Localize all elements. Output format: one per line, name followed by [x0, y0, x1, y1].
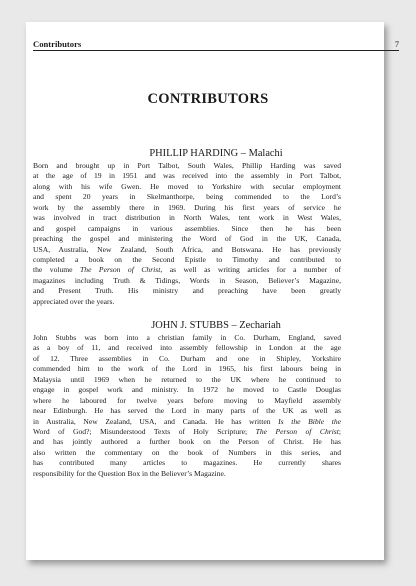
bio-line: USA, Australia, New Zealand, South Africa, and Botswana. He has previously [33, 244, 341, 254]
bio-line: at the age of 19 in 1951 and was received into the assembly in Port Talbot, [33, 171, 341, 181]
bio-line: Word of God?; Misunderstood Texts of Holy Scripture; The Person of Christ; [33, 426, 341, 436]
bio-line: the volume The Person of Christ, as well as writing articles for a number of [33, 265, 341, 275]
contributor-name: PHILLIP HARDING [149, 148, 239, 159]
bio-line: near Edinburgh. He has served the Lord in many parts of the UK as well as [33, 406, 341, 416]
bio-line: and spent 20 years in Skelmanthorpe, being commended to the Lord’s [33, 192, 341, 202]
contributor-subject: Zechariah [239, 320, 281, 331]
running-head [33, 36, 399, 51]
bio-line: and Present Truth. His ministry and preaching have been greatly [33, 286, 341, 296]
bio-line: work by the assembly there in 1969. During his first years of service he [33, 202, 341, 212]
bio-line: and has jointly authored a further book on the Person of Christ. He has [33, 437, 341, 447]
contributor-bio [33, 333, 341, 479]
bio-line: where he laboured for twelve years before moving to Mayfield assembly [33, 395, 341, 405]
bio-line: has contributed many articles to magazines. He currently shares [33, 458, 341, 468]
bio-line: of 12. Three assemblies in Co. Durham and one in Shipley, Yorkshire [33, 353, 341, 363]
running-head-title: Contributors [33, 39, 82, 49]
bio-line: engage in gospel work and ministry. In 1972 he moved to Castle Douglas [33, 385, 341, 395]
bio-line: responsibility for the Question Box in the Believer’s Magazine. [33, 468, 226, 478]
contributor-name: JOHN J. STUBBS [151, 320, 229, 331]
bio-line: also written the commentary on the book of Numbers in this series, and [33, 447, 341, 457]
bio-line: Born and brought up in Port Talbot, South Wales, Phillip Harding was saved [33, 161, 341, 170]
bio-line: preaching the gospel and ministering the Word of God in the UK, Canada, [33, 234, 341, 244]
contributor-title [33, 320, 399, 331]
bio-line: along with his wife Gwen. He moved to Yorkshire with secular employment [33, 181, 341, 191]
bio-line: magazines including Truth & Tidings, Words in Season, Believer’s Magazine, [33, 275, 341, 285]
bio-line: in Australia, New Zealand, USA, and Canada. He has written Is the Bible the [33, 416, 341, 426]
bio-line: Malaysia until 1969 when he returned to the UK where he continued to [33, 374, 341, 384]
bio-line: commended him to the work of the Lord in 1965, his first labours being in [33, 364, 341, 374]
page-number: 7 [394, 39, 399, 49]
contributor-bio [33, 161, 341, 307]
contributor-title [33, 148, 399, 159]
bio-line: completed a book on the Second Epistle to Timothy and contributed to [33, 254, 341, 264]
title-dash: – [228, 320, 240, 331]
bio-line: and gospel campaigns in various assemblies. Since then he has been [33, 223, 341, 233]
title-dash: – [238, 148, 249, 159]
bio-line: John Stubbs was born into a christian family in Co. Durham, England, saved [33, 333, 341, 342]
bio-line: was involved in tract distribution in North Wales, tent work in West Wales, [33, 213, 341, 223]
section-heading: CONTRIBUTORS [147, 91, 269, 107]
bio-line: appreciated over the years. [33, 296, 115, 306]
contributor-subject: Malachi [248, 148, 283, 159]
bio-line: as a boy of 11, and received into assembly fellowship in London at the age [33, 343, 341, 353]
